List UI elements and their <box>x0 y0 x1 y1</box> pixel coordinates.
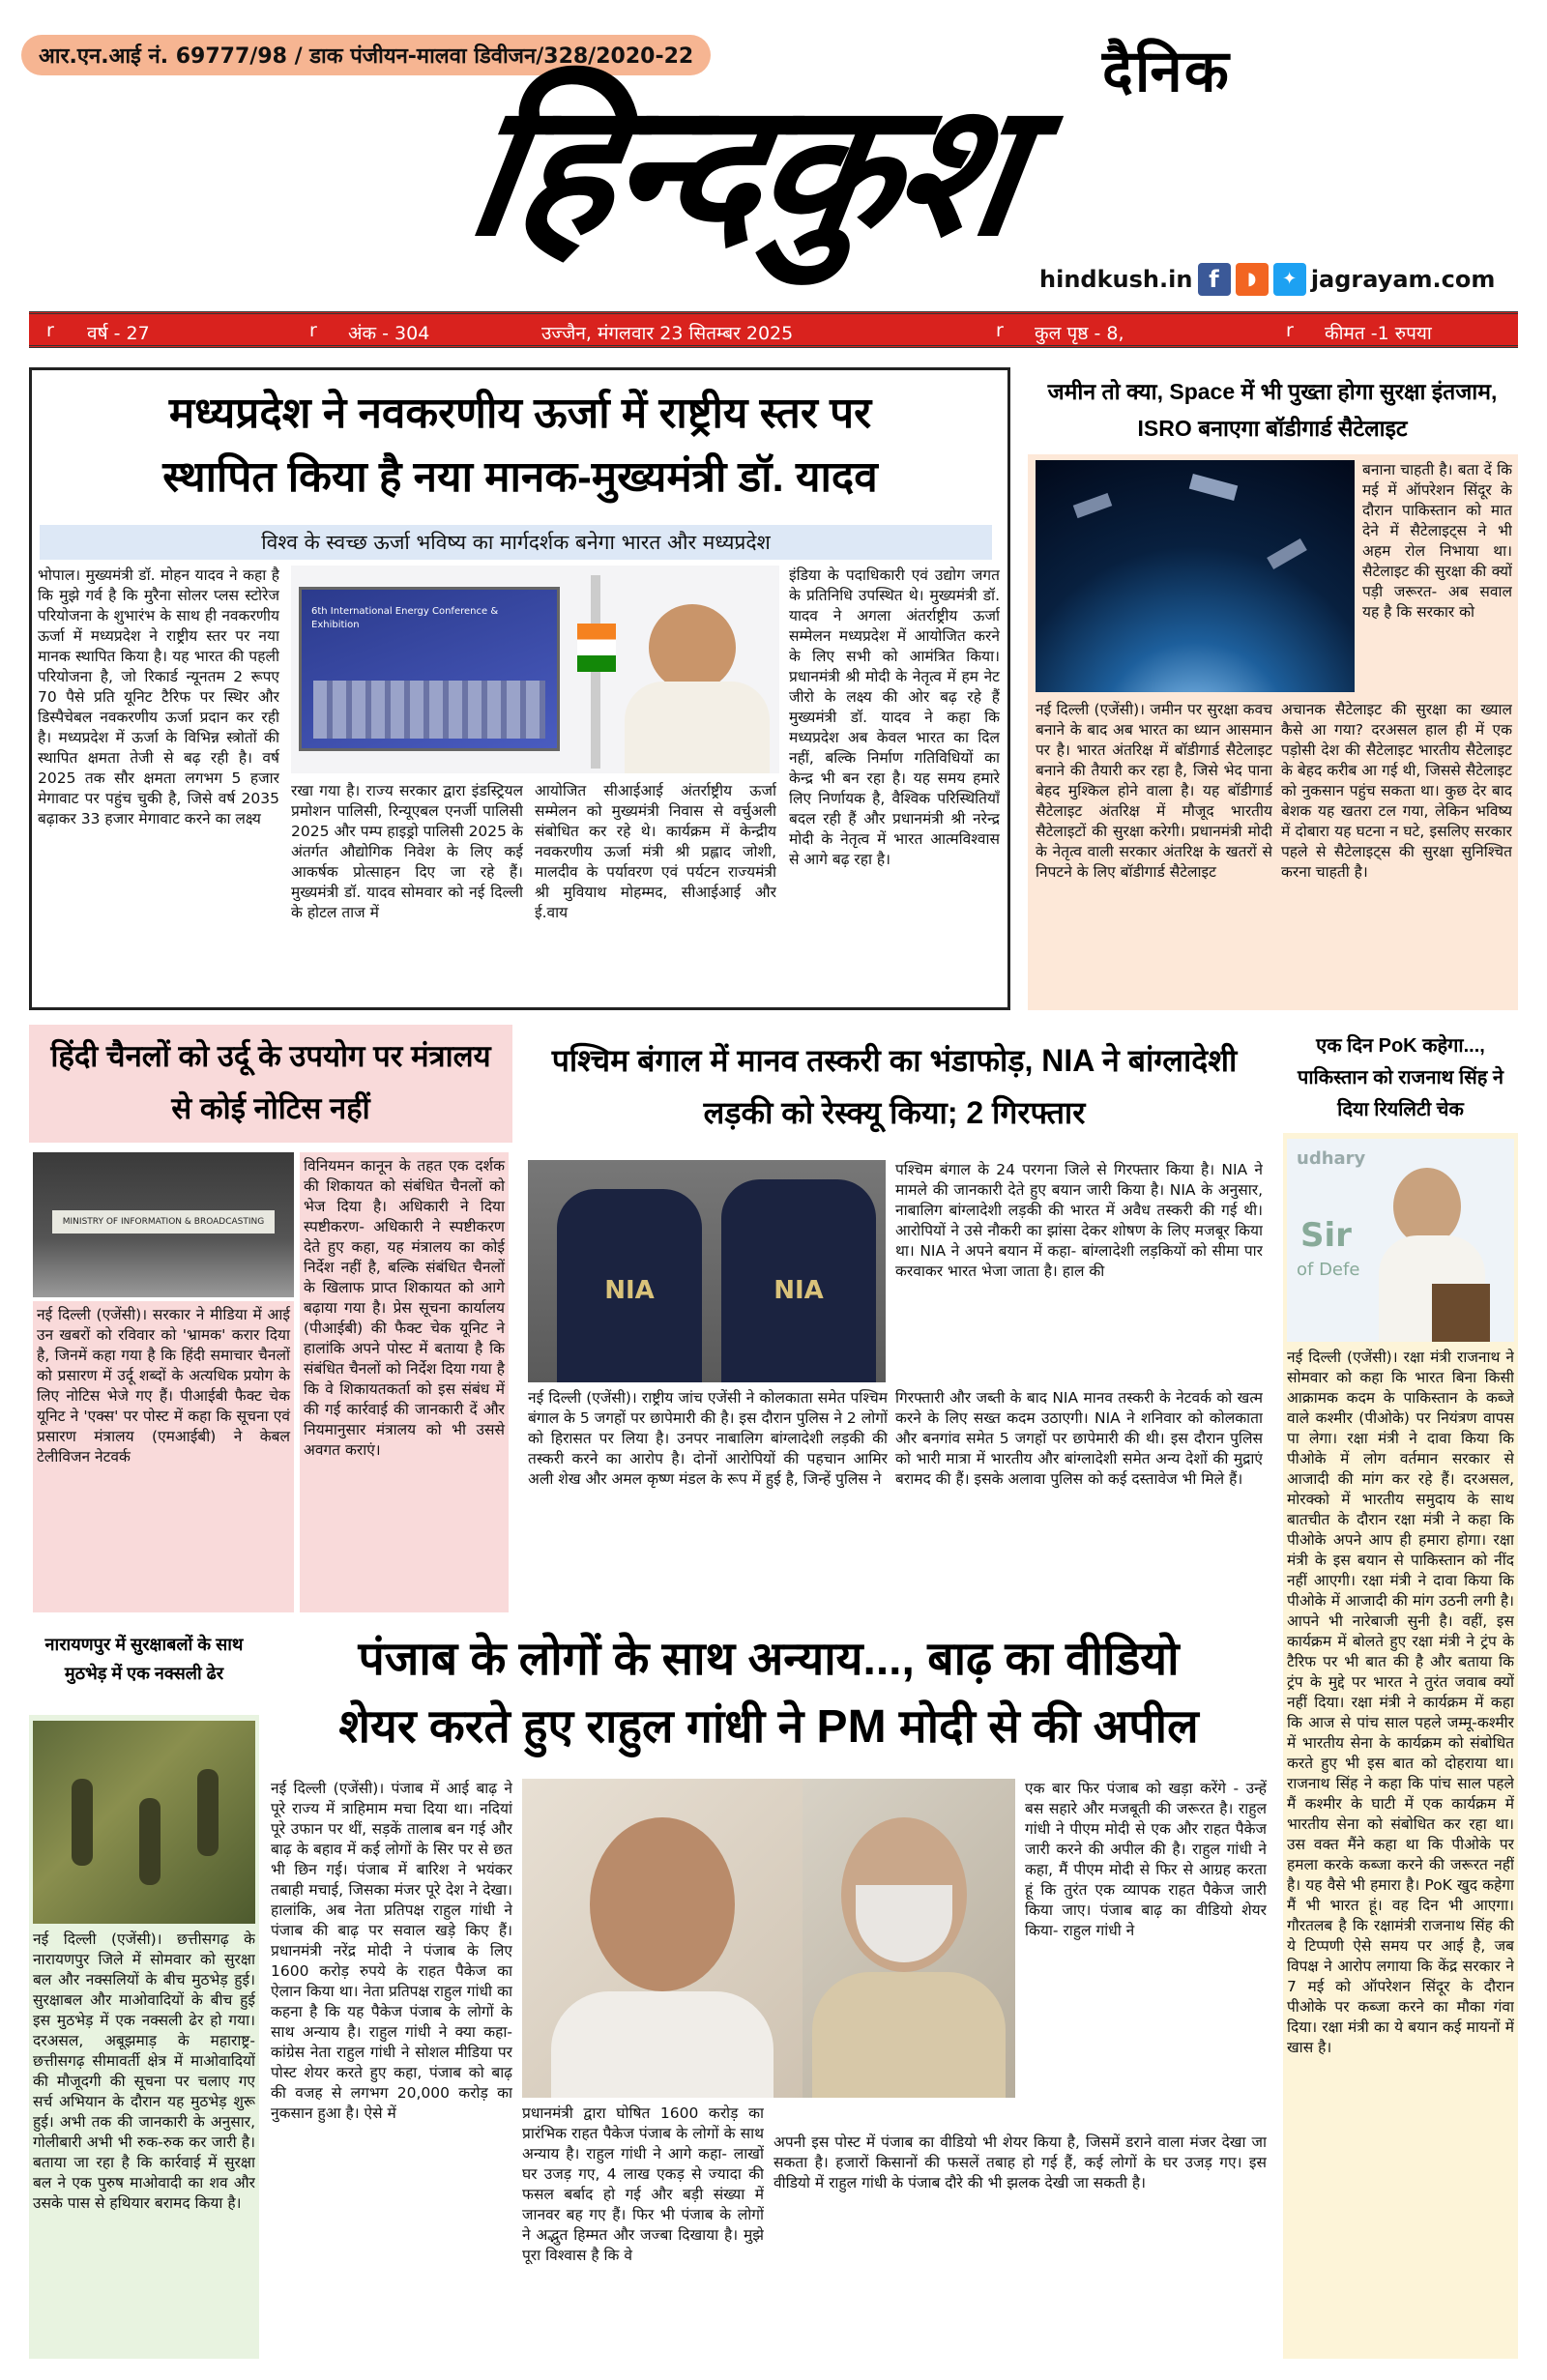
lead-subhead: विश्व के स्वच्छ ऊर्जा भविष्य का मार्गदर्शक बनेगा भारत और मध्यप्रदेश <box>40 525 992 560</box>
nia-col-left: नई दिल्ली (एजेंसी)। राष्ट्रीय जांच एजेंसी ने कोलकाता समेत पश्चिम बंगाल के 5 जगहों पर छापेमारी की है। इस दौरान पुलिस ने 2 लोगों को हिरासत पर लिया है। उनपर नाबालिग बांग्लादेशी लड़की की तस्करी करने का आरोप है। दोनों आरोपियों की पहचान आमिर अली शेख और अमल कृष्ण मंडल के रूप में हुई है, जिन्हें पुलिस ने <box>528 1389 888 1488</box>
masthead-title: हिन्दकुश <box>455 61 1034 276</box>
registration-line: आर.एन.आई नं. 69777/98 / डाक पंजीयन-मालवा डिवीजन/328/2020-22 <box>21 35 711 75</box>
satellite-photo <box>1036 460 1355 692</box>
city-date-label: उज्जैन, मंगलवार 23 सितम्बर 2025 <box>541 323 794 344</box>
naxal-headline: नारायणपुर में सुरक्षाबलों के साथ मुठभेड़ में एक नक्सली ढेर <box>44 1635 244 1683</box>
lead-headline-1: मध्यप्रदेश ने नवकरणीय ऊर्जा में राष्ट्रीय स्तर पर <box>168 390 872 437</box>
punjab-headline-2: शेयर करते हुए राहुल गांधी ने PM मोदी से की अपील <box>338 1701 1199 1753</box>
urdu-col-left: नई दिल्ली (एजेंसी)। सरकार ने मीडिया में आई उन खबरों को रविवार को 'भ्रामक' करार दिया है, जिनमें कहा गया है कि हिंदी समाचार चैनलों को प्रसारण में उर्दू शब्दों के अत्यधिक प्रयोग के लिए नोटिस भेजे गए हैं। पीआईबी फैक्ट चेक यूनिट ने 'एक्स' पर पोस्ट में कहा कि सूचना एवं प्रसारण मंत्रालय (एमआईबी) ने केबल टेलीविजन नेटवर्क <box>33 1301 294 1612</box>
masthead-small: दैनिक <box>1102 38 1231 105</box>
website-link[interactable]: hindkush.in <box>1039 266 1193 293</box>
soldier-1 <box>72 1779 93 1866</box>
issue-info-bar <box>29 311 1518 348</box>
rahul-modi-photo <box>522 1779 1015 2098</box>
bullet-icon: r <box>46 320 54 341</box>
soldier-3 <box>197 1769 219 1856</box>
india-flag-icon <box>577 624 616 672</box>
modi-photo <box>803 1779 1015 2098</box>
punjab-col-right: अपनी इस पोस्ट में पंजाब का वीडियो भी शेयर किया है, जिसमें डराने वाला मंजर देखा जा सकता है। हजारों किसानों की फसलें तबाह हो गई हैं, कई लोगों के घर उजड़ गए। इस वीडियो में राहुल गांधी के पंजाब दौरे की भी झलक देखी जा सकती है। <box>774 2133 1267 2191</box>
punjab-story <box>271 1624 1267 2359</box>
flag-pole <box>591 575 600 769</box>
bullet-icon: r <box>1286 320 1294 341</box>
modi-body <box>812 1972 1006 2098</box>
pok-story <box>1283 1025 1518 2359</box>
pok-headline: एक दिन PoK कहेगा..., पाकिस्तान को राजनाथ सिंह ने दिया रियलिटी चेक <box>1298 1035 1503 1120</box>
lead-headline-2: स्थापित किया है नया मानक-मुख्यमंत्री डॉ. यादव <box>162 453 878 501</box>
lead-col-3: आयोजित सीआईआई अंतर्राष्ट्रीय ऊर्जा सम्मेलन को मुख्यमंत्री निवास से वर्चुअली संबोधित कर रहे थे। कार्यक्रम में केन्द्रीय नवकरणीय ऊर्जा मंत्री श्री प्रह्लाद जोशी, मालदीव के पर्यावरण एवं पर्यटन राज्यमंत्री श्री मुवियाथ मोहम्मद, सीआईआई और ई.वाय <box>535 782 776 921</box>
lead-story <box>29 367 1010 1010</box>
officer-1: NIA <box>557 1189 702 1382</box>
punjab-col-1: नई दिल्ली (एजेंसी)। पंजाब में आई बाढ़ ने पूरे राज्य में त्राहिमाम मचा दिया था। नदियां पूरे उफान पर थीं, सड़कें तालाब बन गई और बाढ़ के बहाव में कई लोगों के सिर पर से छत भी छिन गई। पंजाब में बारिश ने भयंकर तबाही मचाई, जिसका मंजर पूरे देश ने देखा। हालांकि, अब नेता प्रतिपक्ष राहुल गांधी ने पंजाब की बाढ़ पर सवाल खड़े किए हैं। प्रधानमंत्री नरेंद्र मोदी ने पंजाब के लिए 1600 करोड़ रुपये के राहत पैकेज का ऐलान किया था। नेता प्रतिपक्ष राहुल गांधी का कहना है कि यह पैकेज पंजाब के लोगों के साथ अन्याय है। राहुल गांधी ने क्या कहा- कांग्रेस नेता राहुल गांधी ने सोशल मीडिया पर पोस्ट शेयर करते हुए कहा, पंजाब को बाढ़ की वजह से लगभग 20,000 करोड़ का नुकसान हुआ है। ऐसे में <box>271 1780 512 2122</box>
rahul-body <box>551 1991 774 2098</box>
naxal-story <box>29 1624 259 2359</box>
conference-screen: 6th International Energy Conference & Exhibition <box>299 587 560 751</box>
punjab-headline-1: पंजाब के लोगों के साथ अन्याय..., बाढ़ का वीडियो <box>358 1634 1180 1685</box>
naxal-photo <box>33 1721 255 1924</box>
lead-col-2: रखा गया है। राज्य सरकार द्वारा इंडस्ट्रियल प्रमोशन पालिसी, रिन्यूएबल एनर्जी पालिसी 2025 और पम्प हाइड्रो पालिसी 2025 के अंतर्गत औद्योगिक निवेश के लिए कई आकर्षक प्रोत्साहन दिए जा रहे हैं। मुख्यमंत्री डॉ. यादव सोमवार को नई दिल्ली के होटल ताज में <box>291 782 523 921</box>
space-headline: जमीन तो क्या, Space में भी पुख्ता होगा सुरक्षा इंतजाम, ISRO बनाएगा बॉडीगार्ड सैटेलाइट <box>1047 379 1498 441</box>
year-label: वर्ष - 27 <box>87 323 150 344</box>
nia-col-right: गिरफ्तारी और जब्ती के बाद NIA मानव तस्करी के नेटवर्क को खत्म करने के लिए सख्त कदम उठाएगी। NIA ने शनिवार को कोलकाता और बनगांव समेत 5 जगहों पर छापेमारी की थी। इस दौरान पुलिस को भारी मात्रा में भारतीय और बांग्लादेशी समेत अन्य देशों की मुद्राएं बरामद की हैं। इसके अलावा पुलिस को कई दस्तावेज भी मिले हैं। <box>895 1389 1263 1488</box>
bullet-icon: r <box>996 320 1004 341</box>
punjab-col-mid: प्रधानमंत्री द्वारा घोषित 1600 करोड़ का प्रारंभिक राहत पैकेज पंजाब के लोगों के साथ अन्याय है। राहुल गांधी ने आगे कहा- लाखों घर उजड़ गए, 4 लाख एकड़ से ज्यादा की फसल बर्बाद हो गई और बड़ी संख्या में जानवर बह गए हैं। फिर भी पंजाब के लोगों ने अद्भुत हिम्मत और जज्बा दिखाया है। मुझे पूरा विश्वास है कि वे <box>522 2104 764 2264</box>
ministry-sign: MINISTRY OF INFORMATION & BROADCASTING <box>52 1210 275 1234</box>
issue-label: अंक - 304 <box>348 323 430 344</box>
urdu-col-right: विनियमन कानून के तहत एक दर्शक की शिकायत को संबंधित चैनलों को भेज दिया है। अधिकारी ने दिया स्पष्टीकरण- अधिकारी ने स्पष्टीकरण देते हुए कहा, यह मंत्रालय का कोई निर्देश नहीं है, बल्कि संबंधित चैनलों के खिलाफ प्राप्त शिकायत को आगे बढ़ाया गया है। प्रेस सूचना कार्यालय (पीआईबी) की फैक्ट चेक यूनिट ने हालांकि अपने पोस्ट में बताया है कि संबंधित चैनलों को निर्देश दिया गया है कि वे शिकायतकर्ता को इस संबंध में की गई कार्रवाई की जानकारी दें और नियमानुसार मंत्रालय को भी उससे अवगत कराएं। <box>300 1152 509 1612</box>
lead-col-4: इंडिया के पदाधिकारी एवं उद्योग जगत के प्रतिनिधि उपस्थित थे। मुख्यमंत्री डॉ. यादव ने अगला अंतर्राष्ट्रीय ऊर्जा सम्मेलन मध्यप्रदेश में आयोजित करने के लिए सभी को आमंत्रित किया। प्रधानमंत्री श्री मोदी के नेतृत्व में हम नेट जीरो के लक्ष्य की ओर बढ़ रहे हैं मुख्यमंत्री डॉ. यादव ने कहा कि मध्यप्रदेश अब केवल भारत का दिल नहीं, बल्कि निर्माण गतिविधियों का केन्द्र भी बन रहा है। यह समय हमारे लिए निर्णायक है, वैश्विक परिस्थितियाँ बदल रही हैं और प्रधानमंत्री श्री नरेन्द्र मोदी के नेतृत्व में भारत आत्मविश्वास से आगे बढ़ रहा है। <box>789 566 1000 868</box>
pages-label: कुल पृष्ठ - 8, <box>1035 323 1124 344</box>
price-label: कीमत -1 रुपया <box>1325 323 1432 344</box>
ministry-photo <box>33 1152 294 1297</box>
cm-portrait <box>649 604 736 691</box>
facebook-icon[interactable]: f <box>1198 263 1231 296</box>
rajnath-portrait <box>1393 1168 1461 1245</box>
satellite-icon <box>1267 538 1307 569</box>
rajnath-photo: udhary Sir of Defe <box>1287 1139 1514 1342</box>
nia-photo <box>528 1160 886 1382</box>
cm-conference-photo <box>291 566 779 773</box>
rss-icon[interactable]: ◗ <box>1236 263 1269 296</box>
website-link-2[interactable]: jagrayam.com <box>1310 266 1496 293</box>
space-col-left: नई दिल्ली (एजेंसी)। जमीन पर सुरक्षा कवच बनाने के बाद अब भारत का ध्यान आसमान पर है। भारत अंतरिक्ष में बॉडीगार्ड सैटेलाइट बनाने की तैयारी कर रहा है, जिसे भेद पाना बेहद मुश्किल होने वाला है। यह बॉडीगार्ड सैटेलाइट अंतरिक्ष में मौजूद भारतीय सैटेलाइटों की सुरक्षा करेगी। प्रधानमंत्री मोदी के नेतृत्व वाली सरकार अंतरिक्ष के खतरों से निपटने के लिए बॉडीगार्ड सैटेलाइट <box>1036 701 1272 881</box>
pok-body: नई दिल्ली (एजेंसी)। रक्षा मंत्री राजनाथ ने सोमवार को कहा कि भारत बिना किसी आक्रामक कदम के पाकिस्तान के कब्जे वाले कश्मीर (पीओके) पर नियंत्रण वापस पा लेगा। रक्षा मंत्री ने दावा किया कि पीओके में लोग वर्तमान सरकार से आजादी की मांग कर रहे हैं। दरअसल, मोरक्को में भारतीय समुदाय के साथ बातचीत के दौरान रक्षा मंत्री ने कहा कि पीओके अपने आप ही हमारा होगा। रक्षा मंत्री के इस बयान से पाकिस्तान को नींद नहीं आएगी। रक्षा मंत्री ने दावा किया कि पीओके में आजादी की मांग उठनी लगी है। आपने भी नारेबाजी सुनी है। वहीं, इस कार्यक्रम में बोलते हुए रक्षा मंत्री ने ट्रंप के टैरिफ पर भी बात की है और बताया कि ट्रंप के मुद्दे पर भारत ने तुरंत जवाब क्यों नहीं दिया। रक्षा मंत्री ने कार्यक्रम में कहा कि आज से पांच साल पहले जम्मू-कश्मीर में भारतीय सेना के कार्यक्रम को संबोधित करते हुए भी इस बात को दोहराया था। राजनाथ सिंह ने कहा कि पांच साल पहले मैं कश्मीर के घाटी में एक कार्यक्रम में भारतीय सेना को संबोधित कर रहा था। उस वक्त मैंने कहा था कि पीओके पर हमला करके कब्जा करने की जरूरत नहीं है। यह वैसे भी हमारा है। PoK खुद कहेगा मैं भी भारत हूं। वह दिन भी आएगा। गौरतलब है कि रक्षामंत्री राजनाथ सिंह की ये टिप्पणी ऐसे समय पर आई है, जब विपक्ष ने आरोप लगाया कि केंद्र सरकार ने 7 मई को ऑपरेशन सिंदूर के दौरान पीओके पर कब्जा करने का मौका गंवा दिया। रक्षा मंत्री का ये बयान कई मायनों में खास है। <box>1287 1349 1514 2056</box>
website-bar <box>1039 263 1495 302</box>
punjab-col-right-top: एक बार फिर पंजाब को खड़ा करेंगे - उन्हें बस सहारे और मजबूती की जरूरत है। राहुल गांधी ने पीएम मोदी से एक और राहत पैकेज जारी करने की अपील की है। राहुल गांधी ने कहा, मैं पीएम मोदी से फिर से आग्रह करता हूं कि तुरंत एक व्यापक राहत पैकेज जारी किया जाए। पंजाब बाढ़ का वीडियो शेयर किया- राहुल गांधी ने <box>1025 1780 1267 1939</box>
rahul-portrait <box>590 1817 735 1991</box>
bullet-icon: r <box>309 320 317 341</box>
naxal-body: नई दिल्ली (एजेंसी)। छत्तीसगढ़ के नारायणपुर जिले में सोमवार को सुरक्षा बल और नक्सलियों के बीच मुठभेड़ हुई। सुरक्षाबल और माओवादियों के बीच हुई इस मुठभेड़ में एक नक्सली ढेर हो गया। दरअसल, अबूझमाड़ के महाराष्ट्र-छत्तीसगढ़ सीमावर्ती क्षेत्र में माओवादियों की मौजूदगी की सूचना पर चलाए गए सर्च अभियान के दौरान यह मुठभेड़ शुरू हुई। अभी तक की जानकारी के अनुसार, गोलीबारी अभी भी रुक-रुक कर जारी है। बताया जा रहा है कि कार्रवाई में सुरक्षा बल ने एक पुरुष माओवादी का शव और उसके पास से हथियार बरामद किया है। <box>33 1930 255 2212</box>
nia-col-right-top: पश्चिम बंगाल के 24 परगना जिले से गिरफ्तार किया है। NIA ने मामले की जानकारी देते हुए बयान जारी किया है। NIA के अनुसार, नाबालिग बांग्लादेशी लड़की की भारत में अवैध तस्करी की गई थी। आरोपियों ने उसे नौकरी का झांसा देकर शोषण के लिए मजबूर किया था। NIA ने अपने बयान में कहा- बांग्लादेशी लड़कियों को सीमा पार करवाकर भारत भेजा जाता है। हाल की <box>895 1161 1263 1280</box>
podium <box>1432 1284 1490 1342</box>
satellite-icon <box>1073 493 1112 518</box>
urdu-headline: हिंदी चैनलों को उर्दू के उपयोग पर मंत्रालय से कोई नोटिस नहीं <box>50 1039 491 1125</box>
space-col-right: अचानक सैटेलाइट की सुरक्षा का ख्याल कैसे आ गया? दरअसल हाल ही में एक पड़ोसी देश की सैटेलाइट भारतीय सैटेलाइट के बेहद करीब आ गई थी, जिससे सैटेलाइट को नुकसान पहुंच सकता था। कुछ देर बाद बेशक यह खतरा टल गया, लेकिन भविष्य में दोबारा यह घटना न घटे, इसलिए सरकार पहले से सैटेलाइट्स की सुरक्षा सुनिश्चित करना चाहती है। <box>1281 701 1512 881</box>
space-story <box>1028 367 1518 1010</box>
cm-body <box>625 682 770 773</box>
nia-headline: पश्चिम बंगाल में मानव तस्करी का भंडाफोड़, NIA ने बांग्लादेशी लड़की को रेस्क्यू किया; 2 गिरफ्तार <box>551 1043 1238 1130</box>
space-col-right-top: बनाना चाहती है। बता दें कि मई में ऑपरेशन सिंदूर के दौरान पाकिस्तान को मात देने में सैटेलाइट्स ने भी अहम रोल निभाया था। सैटेलाइट की सुरक्षा की क्यों पड़ी जरूरत- अब सवाल यह है कि सरकार को <box>1362 461 1512 621</box>
satellite-icon <box>1189 474 1239 501</box>
urdu-story <box>29 1025 512 1616</box>
officer-2: NIA <box>721 1179 876 1382</box>
twitter-icon[interactable]: ✦ <box>1273 263 1306 296</box>
lead-col-1: भोपाल। मुख्यमंत्री डॉ. मोहन यादव ने कहा है कि मुझे गर्व है कि मुरैना सोलर प्लस स्टोरेज परियोजना के शुभारंभ के साथ ही नवकरणीय ऊर्जा में मध्यप्रदेश ने राष्ट्रीय स्तर पर नया मानक स्थापित किया है। यह भारत की पहली परियोजना है, जो रिकार्ड न्यूनतम 2 रूपए 70 पैसे प्रति यूनिट टैरिफ पर स्थिर और डिस्पैचेबल नवकरणीय ऊर्जा प्रदान कर रही है। मध्यप्रदेश में ऊर्जा के विभिन्न स्त्रोतों की स्थापित क्षमता तेजी से बढ़ रही है। वर्ष 2025 तक सौर क्षमता लगभग 5 हजार मेगावाट पर पहुंच चुकी है, जिसे वर्ष 2035 बढ़ाकर 33 हजार मेगावाट करने का लक्ष्य <box>38 566 279 827</box>
rahul-photo <box>522 1779 803 2098</box>
nia-story <box>522 1025 1267 1616</box>
soldier-2 <box>139 1798 161 1885</box>
